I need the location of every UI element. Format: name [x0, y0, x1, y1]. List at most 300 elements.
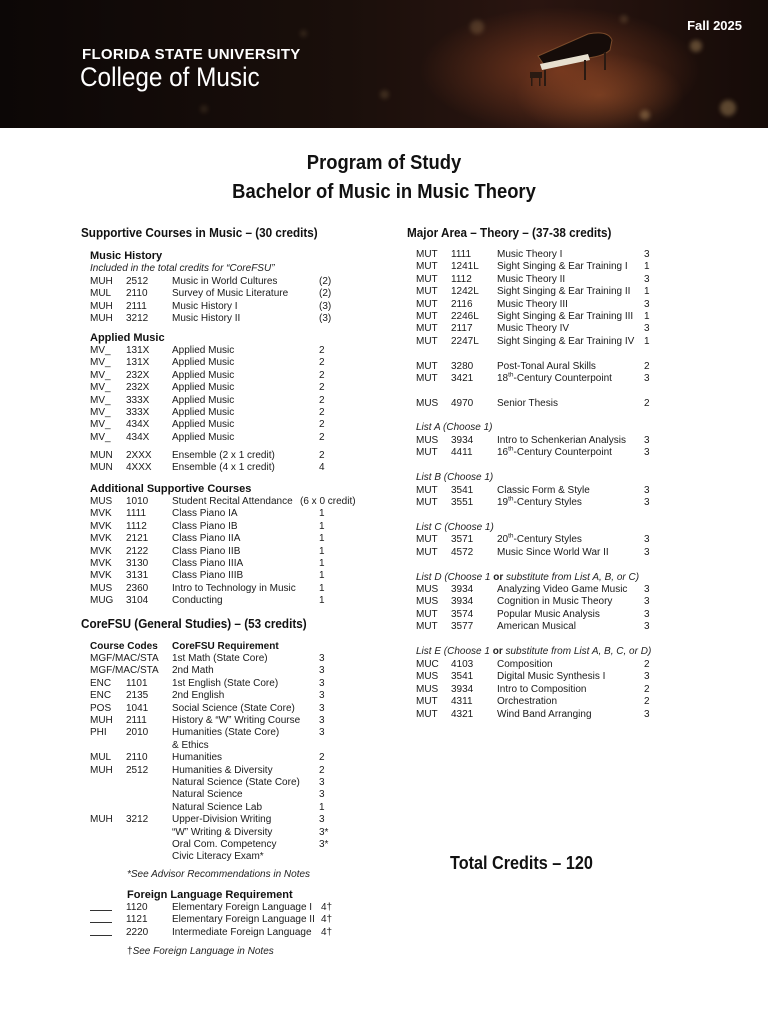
table-row [90, 927, 350, 939]
course-title: Analyzing Video Game Music [497, 584, 628, 595]
course-prefix: MUH [90, 313, 113, 325]
table-row [416, 398, 656, 410]
course-prefix: MV_ [90, 419, 111, 431]
table-row [90, 703, 350, 715]
course-credits: 3 [644, 547, 650, 558]
table-row [416, 299, 676, 311]
table-row [90, 345, 350, 357]
course-number: 1010 [126, 496, 149, 507]
course-prefix: MUH [90, 764, 113, 776]
course-number: 2117 [451, 323, 473, 335]
course-title: Applied Music [172, 369, 235, 381]
course-title: Intro to Schenkerian Analysis [497, 435, 626, 446]
course-title: 16th-Century Counterpoint [497, 445, 612, 458]
course-credits: 3* [319, 839, 329, 850]
corefsu-col-codes: Course Codes [90, 641, 158, 652]
course-credits: 3 [319, 715, 325, 726]
course-title: Conducting [172, 595, 223, 607]
course-credits: 3 [644, 708, 650, 720]
supportive-heading: Supportive Courses in Music – (30 credits) [81, 225, 318, 240]
course-credits: 2 [644, 696, 650, 708]
course-title: Applied Music [172, 345, 235, 356]
course-prefix: MUT [416, 534, 438, 545]
course-prefix: MUH [90, 300, 113, 312]
course-prefix: MV_ [90, 369, 111, 381]
table-row [416, 609, 676, 621]
course-prefix: MUT [416, 485, 438, 496]
course-credits: 2 [319, 431, 325, 443]
course-number: 2XXX [126, 450, 152, 461]
course-title: Applied Music [172, 407, 235, 418]
course-title: History & “W” Writing Course [172, 715, 301, 726]
blank-line[interactable] [90, 927, 112, 940]
course-title: Humanities [172, 752, 223, 764]
course-title: Natural Science (State Core) [172, 777, 300, 788]
table-row [90, 533, 350, 545]
course-number: 4103 [451, 659, 474, 670]
course-prefix: MUH [90, 276, 113, 287]
course-title: Music Theory I [497, 249, 563, 260]
course-title: 2nd Math [172, 665, 214, 677]
course-title: Civic Literacy Exam* [172, 851, 264, 863]
course-credits: 2 [319, 394, 325, 406]
course-credits: 2 [319, 419, 325, 431]
blank-line[interactable] [90, 902, 112, 915]
course-credits: 4† [321, 902, 333, 913]
course-credits: 2 [644, 683, 650, 695]
course-credits: (3) [319, 300, 332, 312]
course-number: 2360 [126, 582, 149, 594]
table-row [90, 546, 350, 558]
table-row [90, 370, 350, 382]
course-number: 3577 [451, 621, 474, 633]
course-number: 131X [126, 345, 150, 356]
table-row [416, 534, 676, 546]
course-title: Intro to Composition [497, 683, 587, 695]
course-prefix: ENC [90, 677, 112, 689]
course-number: 2512 [126, 764, 149, 776]
course-title: Music History I [172, 300, 238, 312]
course-title: Sight Singing & Ear Training IV [497, 335, 635, 347]
table-row [90, 595, 350, 607]
course-number: 4572 [451, 547, 474, 558]
course-credits: 1 [644, 261, 650, 273]
course-title: Student Recital Attendance [172, 496, 293, 507]
course-credits: 2 [319, 450, 325, 461]
table-row [90, 789, 350, 801]
course-title: Sight Singing & Ear Training II [497, 286, 631, 298]
list-e-label: List E (Choose 1 or substitute from List A, B, C, or D) [416, 646, 652, 657]
course-credits: 3 [319, 677, 325, 689]
course-number: 4321 [451, 708, 474, 720]
course-title: & Ethics [172, 739, 209, 751]
table-row [90, 357, 350, 369]
course-credits: 2 [644, 398, 650, 409]
course-credits: 4† [321, 926, 333, 938]
course-number: 3551 [451, 497, 474, 508]
course-number: 1041 [126, 702, 149, 714]
course-prefix: MUS [90, 496, 113, 507]
course-title: Cognition in Music Theory [497, 596, 613, 608]
table-row [416, 696, 676, 708]
course-prefix: MUT [416, 273, 438, 285]
course-title: Applied Music [172, 431, 235, 443]
course-title: Applied Music [172, 382, 235, 394]
table-row [90, 407, 350, 419]
table-row [90, 827, 350, 839]
course-credits: 2 [319, 752, 325, 764]
course-number: 3541 [451, 671, 474, 683]
course-number: 3571 [451, 534, 474, 545]
table-row [90, 752, 350, 764]
course-title: Digital Music Synthesis I [497, 671, 606, 683]
foreign-language-note [127, 946, 274, 957]
course-title: Oral Com. Competency [172, 839, 277, 850]
course-prefix: MGF/MAC/STA [90, 653, 159, 664]
course-title: Class Piano IIIA [172, 558, 244, 569]
course-credits: (3) [319, 313, 332, 325]
table-row [90, 419, 350, 431]
course-credits: 2 [319, 407, 325, 418]
table-row [90, 558, 350, 570]
course-title: American Musical [497, 621, 576, 633]
table-row [90, 450, 350, 462]
course-credits: 3 [644, 621, 650, 633]
table-row [416, 621, 676, 633]
course-number: 1120 [126, 902, 148, 913]
course-credits: 3 [319, 789, 325, 801]
course-prefix: MUT [416, 608, 438, 620]
table-row [416, 373, 656, 385]
course-title: Senior Thesis [497, 398, 558, 409]
course-prefix: MUN [90, 462, 113, 474]
table-row [90, 727, 350, 739]
course-title: Survey of Music Literature [172, 288, 289, 300]
bokeh-light [300, 30, 307, 37]
table-row [416, 547, 676, 559]
table-row [416, 286, 676, 298]
course-title: 2nd English [172, 690, 225, 702]
course-prefix: MUC [416, 659, 439, 670]
course-credits: 3 [644, 596, 650, 608]
course-credits: 3 [644, 497, 650, 508]
course-prefix: MUT [416, 447, 438, 458]
table-row [90, 432, 350, 444]
course-number: 3934 [451, 435, 474, 446]
course-prefix: MV_ [90, 407, 111, 418]
course-credits: 3 [644, 534, 650, 545]
course-credits: (2) [319, 276, 332, 287]
course-credits: 3 [319, 777, 325, 788]
course-number: 2010 [126, 727, 149, 739]
page-title: Program of Study [306, 152, 462, 174]
table-row [90, 570, 350, 582]
corefsu-col-requirement: CoreFSU Requirement [172, 641, 279, 652]
course-title: Wind Band Arranging [497, 708, 592, 720]
degree-title: Bachelor of Music in Music Theory [232, 181, 536, 203]
college-name: College of Music [80, 62, 260, 92]
course-prefix: MV_ [90, 382, 111, 394]
course-number: 333X [126, 407, 150, 418]
course-number: 3934 [451, 683, 474, 695]
course-prefix: MVK [90, 558, 112, 569]
table-row [90, 508, 350, 520]
course-credits: 3 [644, 608, 650, 620]
table-row [90, 665, 350, 677]
course-prefix: MUS [416, 398, 439, 409]
table-row [90, 851, 350, 863]
course-number: 2110 [126, 752, 148, 764]
course-title: Social Science (State Core) [172, 702, 295, 714]
course-number: 1111 [126, 508, 147, 520]
course-title: Popular Music Analysis [497, 608, 600, 620]
table-row [90, 276, 350, 288]
course-prefix: MUT [416, 335, 438, 347]
additional-heading: Additional Supportive Courses [90, 483, 252, 495]
course-prefix: MUS [416, 584, 439, 595]
bokeh-light [620, 15, 628, 23]
table-row [416, 671, 676, 683]
course-number: 4XXX [126, 462, 152, 474]
bokeh-light [690, 40, 702, 52]
course-credits: (6 x 0 credit) [300, 496, 356, 507]
table-row [90, 715, 350, 727]
table-row [416, 497, 676, 509]
course-credits: 3 [644, 249, 650, 260]
course-number: 3421 [451, 373, 474, 384]
course-prefix: MUH [90, 814, 113, 826]
course-title: Humanities & Diversity [172, 764, 273, 776]
course-number: 2116 [451, 298, 473, 310]
course-number: 333X [126, 394, 150, 406]
course-number: 1111 [451, 249, 472, 260]
course-title: Elementary Foreign Language I [172, 902, 313, 913]
course-prefix: MUT [416, 621, 438, 633]
table-row [90, 914, 350, 926]
course-title: Upper-Division Writing [172, 814, 272, 826]
university-name: FLORIDA STATE UNIVERSITY [82, 46, 301, 63]
dagger-mark: † [127, 946, 133, 957]
course-number: 232X [126, 369, 150, 381]
course-prefix: POS [90, 702, 112, 714]
course-prefix: MUT [416, 261, 438, 273]
table-row [90, 777, 350, 789]
course-prefix: MVK [90, 533, 112, 545]
table-row [416, 596, 676, 608]
course-number: 2247L [451, 335, 479, 347]
course-title: Music Theory II [497, 273, 566, 285]
course-prefix: MUT [416, 249, 438, 260]
bokeh-light [380, 90, 389, 99]
course-title: Intermediate Foreign Language [172, 926, 312, 938]
course-credits: 3 [644, 584, 650, 595]
course-credits: 1 [644, 311, 650, 322]
course-credits: 3* [319, 826, 329, 838]
course-title: Ensemble (2 x 1 credit) [172, 450, 275, 461]
course-credits: 2 [319, 382, 325, 394]
course-credits: 1 [319, 545, 325, 557]
course-number: 3131 [126, 570, 149, 582]
course-title: Ensemble (4 x 1 credit) [172, 462, 275, 474]
table-row [416, 274, 676, 286]
course-number: 3541 [451, 485, 474, 496]
course-number: 2111 [126, 300, 147, 312]
course-prefix: MUT [416, 323, 438, 335]
table-row [90, 496, 356, 508]
course-prefix: PHI [90, 727, 107, 739]
course-title: Class Piano IA [172, 508, 238, 520]
course-credits: 3 [644, 447, 650, 458]
advisor-note: *See Advisor Recommendations in Notes [127, 869, 311, 880]
course-title: Classic Form & Style [497, 485, 590, 496]
table-row [416, 323, 676, 335]
course-title: Music Theory IV [497, 323, 570, 335]
course-title: Class Piano IIIB [172, 570, 244, 582]
course-credits: 3 [319, 665, 325, 677]
course-prefix: MUT [416, 286, 438, 298]
course-number: 4970 [451, 398, 474, 409]
course-title: Intro to Technology in Music [172, 582, 296, 594]
course-title: Humanities (State Core) [172, 727, 280, 739]
table-row [90, 462, 350, 474]
course-title: “W” Writing & Diversity [172, 826, 273, 838]
course-number: 3934 [451, 584, 474, 595]
course-title: Applied Music [172, 357, 235, 369]
course-number: 434X [126, 431, 150, 443]
total-credits: Total Credits – 120 [450, 853, 593, 873]
list-b-label: List B (Choose 1) [416, 472, 494, 483]
list-a-label: List A (Choose 1) [416, 422, 493, 433]
foreign-language-heading: Foreign Language Requirement [127, 889, 293, 901]
course-number: 4311 [451, 696, 473, 708]
course-title: Natural Science [172, 789, 243, 801]
table-row [90, 802, 350, 814]
course-prefix: MGF/MAC/STA [90, 665, 159, 677]
course-number: 2122 [126, 545, 149, 557]
foreign-language-note-text: See Foreign Language in Notes [132, 946, 274, 957]
course-number: 232X [126, 382, 150, 394]
course-number: 1242L [451, 286, 479, 298]
list-d-label: List D (Choose 1 or substitute from List A, B, or C) [416, 572, 640, 583]
header-banner [0, 0, 768, 128]
course-number: 2110 [126, 288, 148, 300]
course-title: Music Theory III [497, 298, 568, 310]
course-number: 3104 [126, 595, 149, 607]
table-row [90, 814, 350, 826]
table-row [416, 435, 676, 447]
table-row [90, 301, 350, 313]
course-credits: 3 [319, 702, 325, 714]
course-title: Sight Singing & Ear Training III [497, 311, 634, 322]
course-title: Elementary Foreign Language II [172, 914, 315, 926]
course-credits: 1 [644, 335, 650, 347]
course-number: 2220 [126, 926, 149, 938]
course-credits: 3 [644, 298, 650, 310]
course-title: 18th-Century Counterpoint [497, 371, 612, 384]
course-prefix: MVK [90, 570, 112, 582]
course-prefix: MUS [416, 671, 439, 683]
course-number: 2121 [126, 533, 149, 545]
course-credits: 4† [321, 914, 333, 926]
table-row [90, 395, 350, 407]
course-number: 4411 [451, 447, 473, 458]
course-number: 131X [126, 357, 150, 369]
course-number: 1112 [126, 520, 147, 532]
course-prefix: MUG [90, 595, 114, 607]
music-history-note: Included in the total credits for “CoreFSU” [90, 263, 275, 274]
table-row [416, 361, 656, 373]
course-prefix: MUT [416, 311, 438, 322]
table-row [90, 765, 350, 777]
course-credits: 1 [319, 558, 325, 569]
table-row [90, 839, 350, 851]
table-row [416, 249, 676, 261]
course-number: 3934 [451, 596, 474, 608]
course-title: Sight Singing & Ear Training I [497, 261, 628, 273]
course-prefix: MUL [90, 288, 112, 300]
course-title: Orchestration [497, 696, 558, 708]
course-prefix: MUT [416, 708, 438, 720]
course-credits: 1 [319, 508, 325, 520]
course-prefix: MUT [416, 547, 438, 558]
list-c-label: List C (Choose 1) [416, 522, 494, 533]
course-number: 3212 [126, 313, 149, 325]
grand-piano-icon [528, 26, 618, 92]
course-prefix: MV_ [90, 431, 111, 443]
course-number: 2512 [126, 276, 149, 287]
course-credits: 1 [319, 533, 325, 545]
course-prefix: MV_ [90, 394, 111, 406]
course-prefix: MVK [90, 545, 112, 557]
course-prefix: MUS [416, 435, 439, 446]
table-row [90, 583, 350, 595]
table-row [416, 659, 676, 671]
course-credits: 1 [319, 582, 325, 594]
course-credits: 1 [319, 570, 325, 582]
course-prefix: MUH [90, 715, 113, 726]
table-row [416, 311, 676, 323]
course-prefix: MV_ [90, 357, 111, 369]
course-number: 2246L [451, 311, 479, 322]
course-title: Class Piano IIB [172, 545, 241, 557]
course-number: 1241L [451, 261, 479, 273]
course-title: 20th-Century Styles [497, 532, 582, 545]
course-title: 19th-Century Styles [497, 495, 582, 508]
table-row [416, 709, 676, 721]
course-credits: 2 [319, 764, 325, 776]
course-number: 1121 [126, 914, 148, 926]
table-row [416, 684, 676, 696]
course-prefix: MUT [416, 361, 438, 372]
course-credits: 2 [319, 357, 325, 369]
course-prefix: MUL [90, 752, 112, 764]
table-row [416, 447, 676, 459]
table-row [416, 485, 676, 497]
course-number: 3130 [126, 558, 149, 569]
course-prefix: MUT [416, 497, 438, 508]
table-row [90, 521, 350, 533]
course-title: Music History II [172, 313, 241, 325]
course-number: 3280 [451, 361, 474, 372]
course-credits: 3 [644, 485, 650, 496]
course-title: 1st Math (State Core) [172, 653, 268, 664]
course-prefix: MUT [416, 696, 438, 708]
table-row [90, 382, 350, 394]
term-label: Fall 2025 [687, 18, 742, 33]
blank-line[interactable] [90, 914, 112, 927]
music-history-heading: Music History [90, 250, 163, 262]
course-credits: 1 [319, 520, 325, 532]
